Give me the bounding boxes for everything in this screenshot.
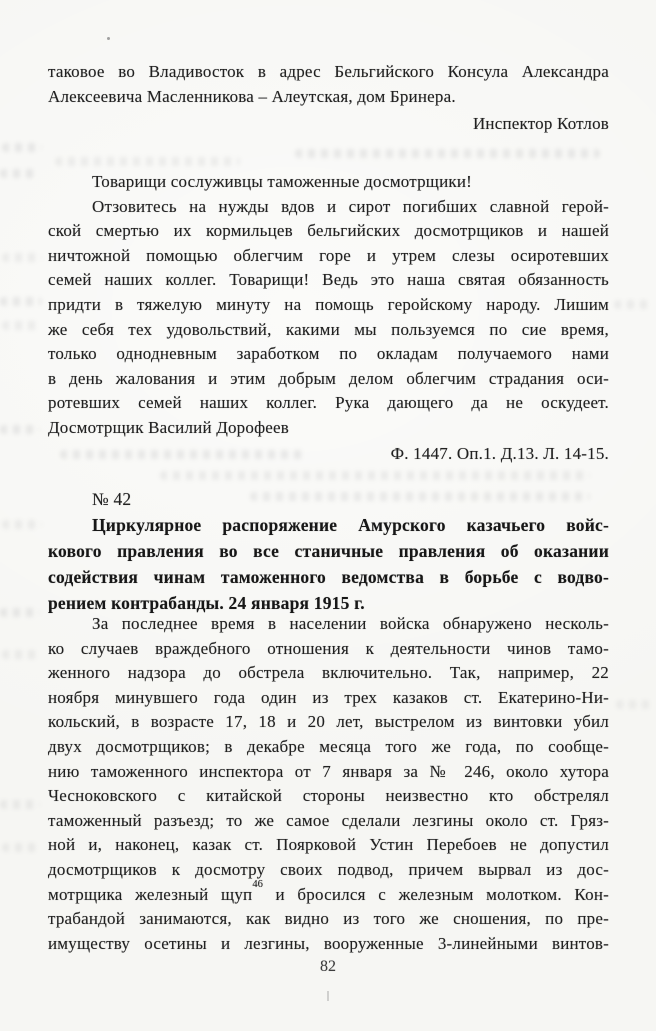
text-line: только однодневным заработком по окладам получаемого нами: [48, 344, 609, 364]
text-line: ской смертью их кормильцев бельгийских досмотрщиков и нашей: [48, 221, 609, 241]
document-title-line: содействия чинам таможенного ведомства в борьбе с водво-: [48, 567, 609, 587]
appeal-section: [48, 170, 609, 466]
text-line-with-footnote: [48, 878, 609, 908]
bleed-through-artifact: [0, 297, 42, 306]
text-line: досмотрщиков к досмотру своих подвод, причем вырвал из дос-: [48, 859, 609, 879]
page-number: 82: [320, 958, 336, 975]
text-line: в день жалования и этим добрым делом облегчим страдания оси-: [48, 368, 609, 388]
inspector-signature: Инспектор Котлов: [472, 114, 609, 134]
text-line: ротевших семей наших коллег. Рука дающего да не оскудеет.: [48, 393, 609, 413]
footnote-marker: 46: [252, 878, 263, 890]
text-line: ко случаев враждебного отношения к деятельности чинов тамо-: [48, 638, 609, 658]
bleed-through-artifact: [0, 608, 40, 617]
text-line: таковое во Владивосток в адрес Бельгийского Консула Александра: [48, 62, 609, 81]
text-line: ничтожной помощью облегчим горе и утрем слезы осиротевших: [48, 245, 609, 265]
text-segment: мотрщика железный щуп: [48, 884, 253, 904]
tick-artifact: [327, 991, 329, 1001]
bleed-through-artifact: [55, 157, 240, 166]
bleed-through-artifact: [295, 149, 600, 158]
author-signature: Досмотрщик Василий Дорофеев: [48, 417, 290, 437]
text-segment: и бросился с железным молотком. Кон-: [262, 884, 609, 904]
bleed-through-artifact: [0, 169, 36, 178]
bleed-through-artifact: [2, 143, 42, 152]
text-line: кольский, в возрасте 17, 18 и 20 лет, выстрелом из винтовки убил: [48, 712, 609, 732]
text-line: Алексеевича Масленникова – Алеутская, дом Бринера.: [48, 86, 456, 106]
bleed-through-artifact: [2, 321, 40, 330]
text-line: придти в тяжелую минуту на помощь геройскому народу. Лишим: [48, 294, 609, 314]
text-line: двух досмотрщиков; в декабре месяца того же года, по сообще-: [48, 736, 609, 756]
bleed-through-artifact: [2, 253, 42, 262]
text-line: За последнее время в населении войска обнаружено несколь-: [92, 614, 609, 633]
text-line: семей наших коллег. Товарищи! Ведь это наша святая обязанность: [48, 270, 609, 290]
document-42-heading: [48, 486, 609, 616]
text-line: имуществу осетины и лезгины, вооруженные 3-линейными винтов-: [48, 933, 609, 953]
bleed-through-artifact: [160, 471, 590, 480]
bleed-through-artifact: [2, 843, 40, 852]
document-title-line: Циркулярное распоряжение Амурского казачьего войс-: [92, 515, 609, 535]
bleed-through-artifact: [2, 650, 40, 659]
bleed-through-artifact: [0, 800, 40, 809]
intro-paragraph: [48, 60, 609, 137]
text-line: же себя тех удовольствий, какими мы пользуемся по сие время,: [48, 319, 609, 339]
document-title-line: кового правления во все станичные правления об оказании: [48, 541, 609, 561]
speck-artifact: [107, 37, 110, 40]
bleed-through-artifact: [616, 700, 650, 709]
text-line: нию таможенного инспектора от 7 января за № 246, около хутора: [48, 761, 609, 781]
text-line: трабандой занимаются, как видно из того же сношения, по пре-: [48, 909, 609, 929]
document-title-line: рением контрабанды. 24 января 1915 г.: [48, 593, 365, 613]
text-line: Чесноковского с китайской стороны неизвестно кто обстрелял: [48, 786, 609, 806]
bleed-through-artifact: [2, 520, 42, 529]
text-line: женного надзора до обстрела включительно. Так, например, 22: [48, 663, 609, 683]
text-line: ноября минувшего года один из трех казаков ст. Екатерино-Ни-: [48, 687, 609, 707]
text-line: ной и, наконец, казак ст. Поярковой Устин Перебоев не допустил: [48, 835, 609, 855]
bleed-through-artifact: [614, 300, 650, 309]
archive-citation: Ф. 1447. Оп.1. Д.13. Л. 14-15.: [390, 443, 609, 463]
text-line: Отзовитесь на нужды вдов и сирот погибших славной герой-: [92, 196, 609, 216]
document-42-body: [48, 612, 609, 956]
text-line: таможенный разъезд; то же самое сделали лезгины около ст. Гряз-: [48, 810, 609, 830]
bleed-through-artifact: [0, 425, 40, 434]
document-number: № 42: [92, 489, 132, 509]
appeal-salutation: Товарищи сослуживцы таможенные досмотрщики!: [92, 172, 472, 191]
